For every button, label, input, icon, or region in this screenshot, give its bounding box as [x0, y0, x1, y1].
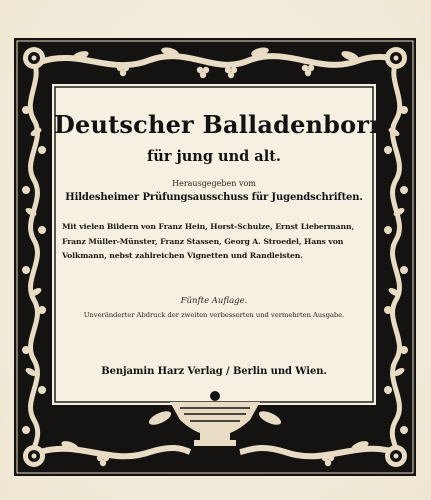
illustrators-line: Volkmann, nebst zahlreichen Vignetten und Randleisten.: [62, 251, 303, 260]
illustrators-line: Franz Müller-Münster, Franz Stassen, Georg A. Stroedel, Hans von: [62, 236, 344, 246]
edited-by-line: Herausgegeben vom: [172, 179, 256, 188]
edition-line: Fünfte Auflage.: [180, 296, 248, 306]
book-title: Deutscher Balladenborn: [54, 110, 387, 139]
reprint-note: Unveränderter Abdruck der zweiten verbesserten und vermehrten Ausgabe.: [83, 311, 345, 319]
bottom-right-corner-ornament: [385, 445, 407, 467]
top-left-corner-ornament: [23, 47, 45, 69]
editor-committee: Hildesheimer Prüfungsausschuss für Jugendschriften.: [65, 192, 363, 203]
top-right-corner-ornament: [385, 47, 407, 69]
publisher-line: Benjamin Harz Verlag / Berlin und Wien.: [101, 366, 327, 377]
bottom-left-corner-ornament: [23, 445, 45, 467]
book-subtitle: für jung und alt.: [147, 148, 281, 165]
title-text-panel: [54, 86, 387, 403]
illustrators-paragraph: [62, 220, 372, 264]
illustrators-line: Mit vielen Bildern von Franz Hein, Horst-Schulze, Ernst Liebermann,: [62, 222, 355, 231]
